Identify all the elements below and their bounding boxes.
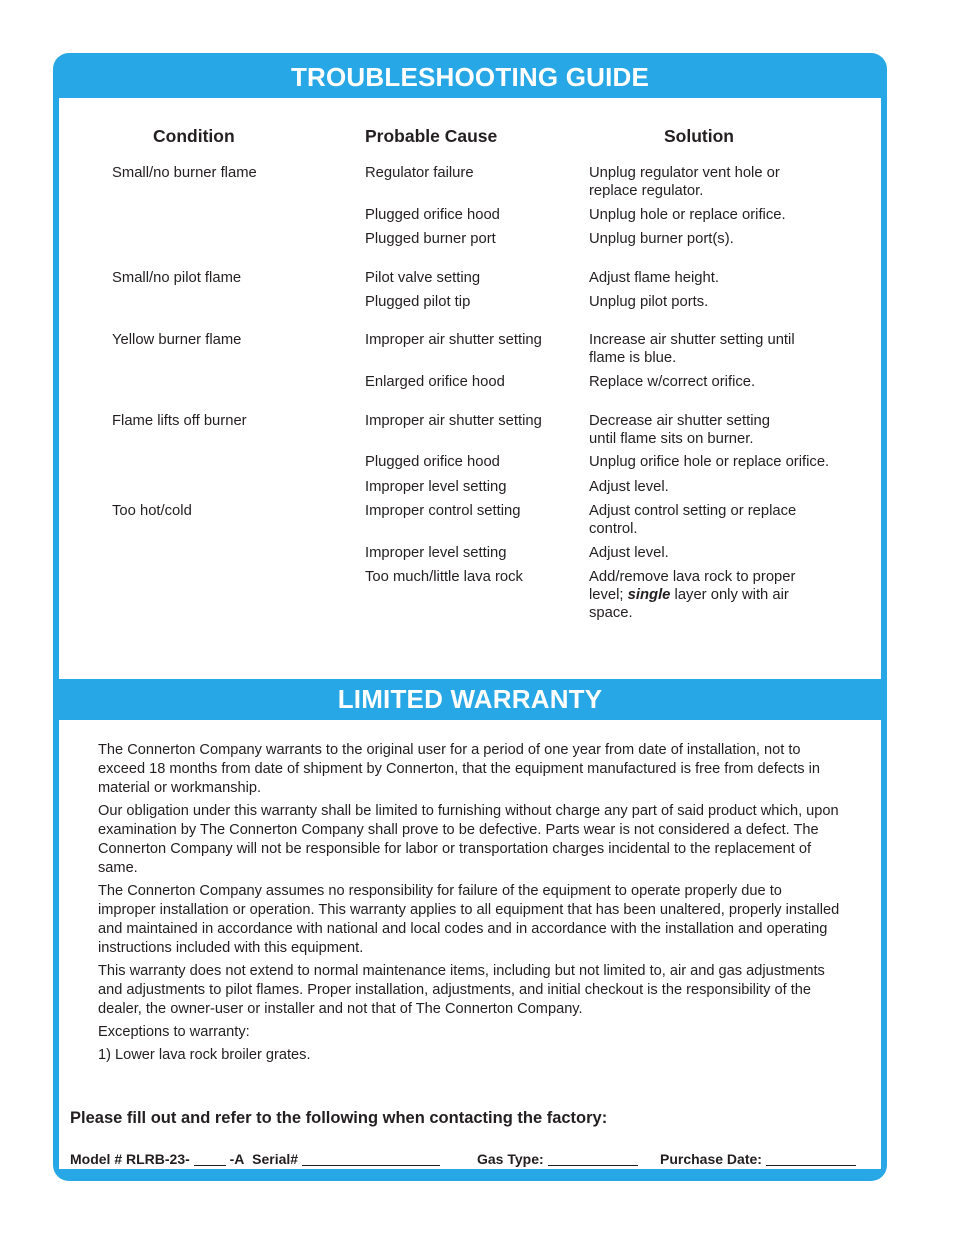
cause-cell: Improper air shutter setting: [365, 332, 542, 348]
cause-cell: Improper control setting: [365, 503, 521, 519]
warranty-paragraph: This warranty does not extend to normal maintenance items, including but not limited to, air and gas adjustments and adjustments to pilot flames. Proper installation, adjustments, and initial checkout is the responsibility of the dealer, the owner-user or installer and not that of The Connerton Company.: [98, 963, 825, 1017]
solution-cell: Adjust flame height.: [589, 270, 719, 286]
cause-cell: Regulator failure: [365, 165, 474, 181]
model-suffix: -A: [229, 1151, 245, 1167]
date-blank[interactable]: [766, 1151, 856, 1166]
solution-cell: Adjust control setting or replace control.: [589, 503, 797, 537]
solution-cell: Adjust level.: [589, 545, 669, 561]
solution-text: layer only with air space.: [589, 587, 789, 621]
solution-cell: Decrease air shutter setting until flame sits on burner.: [589, 413, 770, 447]
warranty-paragraph: Our obligation under this warranty shall be limited to furnishing without charge any part of said product which, upon examination by The Connerton Company shall prove to be defective. Parts wear is not considered a defect. The Connerton Company will not be responsible for labor or transportation charges incidental to the replacement of same.: [98, 803, 839, 876]
gas-label: Gas Type:: [477, 1151, 544, 1167]
condition-cell: Small/no burner flame: [112, 165, 257, 181]
contact-heading: Please fill out and refer to the following when contacting the factory:: [70, 1109, 608, 1127]
model-field: [70, 1151, 440, 1167]
date-field: [660, 1151, 856, 1167]
solution-cell: Unplug burner port(s).: [589, 231, 734, 247]
condition-cell: Flame lifts off burner: [112, 413, 247, 429]
troubleshooting-title: TROUBLESHOOTING GUIDE: [290, 62, 650, 92]
solution-emphasis: single: [627, 587, 671, 603]
warranty-paragraph: Exceptions to warranty:: [98, 1024, 250, 1040]
warranty-paragraph: 1) Lower lava rock broiler grates.: [98, 1047, 311, 1063]
solution-text: Add/remove lava rock to proper level;: [589, 569, 796, 603]
warranty-body: [98, 741, 843, 1069]
model-label: Model # RLRB-23-: [70, 1151, 190, 1167]
solution-cell: Adjust level.: [589, 479, 669, 495]
warranty-paragraph: The Connerton Company assumes no responsibility for failure of the equipment to operate properly due to improper installation or operation. This warranty applies to all equipment that has been unaltered, properly installed and maintained in accordance with national and local codes and in accordance with the installation and operating instructions included with this equipment.: [98, 883, 840, 956]
header-solution: Solution: [664, 126, 734, 146]
solution-cell: [589, 568, 819, 622]
serial-label: Serial#: [252, 1151, 299, 1167]
solution-cell: Replace w/correct orifice.: [589, 374, 756, 390]
warranty-title: LIMITED WARRANTY: [337, 684, 603, 714]
date-label: Purchase Date:: [660, 1151, 762, 1167]
cause-cell: Enlarged orifice hood: [365, 374, 505, 390]
solution-cell: Unplug pilot ports.: [589, 294, 709, 310]
gas-blank[interactable]: [548, 1151, 638, 1166]
cause-cell: Plugged orifice hood: [365, 454, 500, 470]
cause-cell: Plugged orifice hood: [365, 207, 500, 223]
gas-field: [477, 1151, 638, 1167]
condition-cell: Too hot/cold: [112, 503, 192, 519]
warranty-paragraph: The Connerton Company warrants to the original user for a period of one year from date of installation, not to exceed 18 months from date of shipment by Connerton, that the equipment manufactured is free from defects in material or workmanship.: [98, 742, 820, 796]
cause-cell: Improper level setting: [365, 545, 507, 561]
header-probable-cause: Probable Cause: [365, 126, 498, 146]
cause-cell: Pilot valve setting: [365, 270, 481, 286]
cause-cell: Plugged pilot tip: [365, 294, 471, 310]
serial-blank[interactable]: [302, 1151, 440, 1166]
condition-cell: Small/no pilot flame: [112, 270, 242, 286]
condition-cell: Yellow burner flame: [112, 332, 242, 348]
cause-cell: Improper air shutter setting: [365, 413, 542, 429]
model-blank[interactable]: [194, 1151, 226, 1166]
header-condition: Condition: [153, 126, 235, 146]
solution-cell: Unplug hole or replace orifice.: [589, 207, 786, 223]
cause-cell: Too much/little lava rock: [365, 569, 523, 585]
solution-cell: Unplug orifice hole or replace orifice.: [589, 454, 830, 470]
solution-cell: Increase air shutter setting until flame is blue.: [589, 332, 795, 366]
cause-cell: Plugged burner port: [365, 231, 496, 247]
solution-cell: Unplug regulator vent hole or replace regulator.: [589, 165, 780, 199]
cause-cell: Improper level setting: [365, 479, 507, 495]
